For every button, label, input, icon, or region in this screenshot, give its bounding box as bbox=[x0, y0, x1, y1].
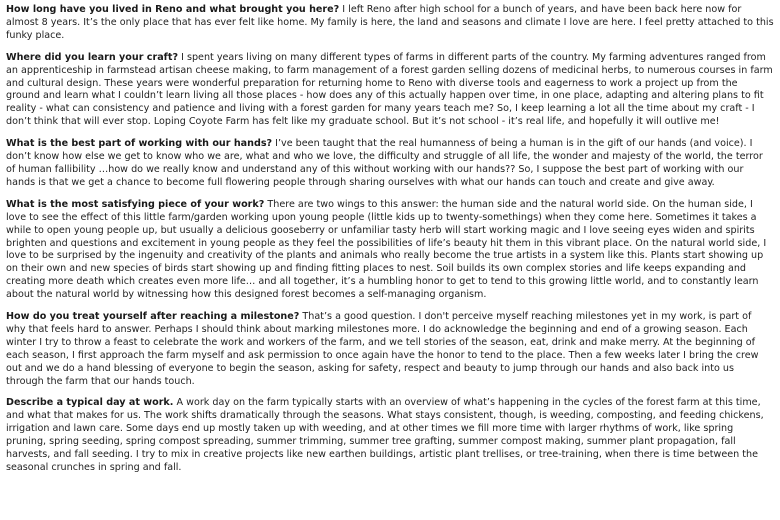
qa-milestones bbox=[6, 311, 774, 388]
qa-learn-craft bbox=[6, 52, 774, 129]
question-heading: Where did you learn your craft? bbox=[6, 51, 179, 63]
question-heading: How do you treat yourself after reaching a milestone? bbox=[6, 311, 300, 323]
answer-text: I left Reno after high school for a bunch of years, and have been back here now for almost 8 years. It’s the only place that has ever felt like home. My family is here, the land and seasons and climate I love are here. I feel pretty attached to this funky place. bbox=[6, 4, 774, 41]
interview-document bbox=[6, 4, 774, 484]
question-heading: How long have you lived in Reno and what brought you here? bbox=[6, 4, 340, 15]
qa-reno-history bbox=[6, 4, 774, 43]
answer-text: I’ve been taught that the real humanness of being a human is in the gift of our hands (and voice). I don’t know how else we get to know who we are, what and who we love, the difficulty and struggle of all life, the wonder and majesty of the world, the terror of human fallibility …how do we really know and understand any of this without working with our hands?? So, I suppose the best part of working with our hands is that we get a chance to become full flowering people through sharing ourselves with what our hands can touch and create and give away. bbox=[6, 138, 763, 188]
qa-working-hands bbox=[6, 138, 774, 190]
question-heading: What is the most satisfying piece of your work? bbox=[6, 198, 265, 210]
answer-text: A work day on the farm typically starts with an overview of what’s happening in the cycles of the forest farm at this time, and what that makes for us. The work shifts dramatically through the seasons. What stays consistent, though, is weeding, composting, and feeding chickens, irrigation and lawn care. Some days end up mostly taken up with weeding, and at other times we fill more time with larger rhythms of work, like spring pruning, spring seeding, spring compost spreading, summer trimming, summer tree grafting, summer compost making, summer plant propagation, fall harvests, and fall seeding. I try to mix in creative projects like new earthen buildings, artistic plant trellises, or tree-training, when there is time between the seasonal crunches in spring and fall. bbox=[6, 397, 764, 473]
question-heading: What is the best part of working with our hands? bbox=[6, 138, 273, 150]
answer-text: That’s a good question. I don't perceive myself reaching milestones yet in my work, is part of why that feels hard to answer. Perhaps I should think about marking milestones more. I do acknowledge the beginning and end of a growing season. Each winter I try to throw a feast to celebrate the work and workers of the farm, and we tell stories of the season, eat, drink and make merry. At the beginning of each season, I first approach the farm myself and ask permission to once again have the honor to tend to the place. Then a few weeks later I bring the crew out and we do a hand blessing of everyone to begin the season, asking for safety, respect and beauty to jump through our hands and also back into us through the farm that our hands touch. bbox=[6, 311, 759, 387]
qa-typical-day bbox=[6, 397, 774, 474]
question-heading: Describe a typical day at work. bbox=[6, 397, 174, 409]
answer-text: I spent years living on many different types of farms in different parts of the country. My farming adventures ranged from an apprenticeship in farmstead artisan cheese making, to farm management of a forest garden selling dozens of medicinal herbs, to numerous courses in farm and cultural design. These years were wonderful preparation for returning home to Reno with diverse tools and eagerness to work a project up from the ground and learn what I couldn’t learn living all those places - how does any of this actually happen over time, in one place, adapting and altering plans to fit reality - what can consistency and patience and living with a forest garden for many years teach me? So, I keep learning a lot all the time about my craft - I don’t think that will ever stop. Loping Coyote Farm has felt like my graduate school. But it’s not school - it’s real life, and hopefully it will outlive me! bbox=[6, 51, 773, 128]
qa-satisfying-work bbox=[6, 199, 774, 302]
answer-text: There are two wings to this answer: the human side and the natural world side. On the human side, I love to see the effect of this little farm/garden working upon young people (little kids up to twenty-somethings) when they come here. Sometimes it takes a while to open young people up, but usually a delicious gooseberry or unfamiliar tasty herb will start working magic and I love seeing eyes widen and spirits brighten and questions and excitement in young people as they feel the possibilities of life’s beauty hit them in this vibrant place. On the natural world side, I love to be surprised by the ingenuity and creativity of the plants and animals who really become the true artists in a system like this. Plants start showing up on their own and new species of birds start showing up and finding fitting places to nest. Soil builds its own complex stories and life keeps expanding and creating more death which creates even more life… and all together, it’s a humbling honor to get to tend to this growing little world, and to constantly learn about the natural world by witnessing how this designed forest becomes a self-managing organism. bbox=[6, 198, 767, 301]
